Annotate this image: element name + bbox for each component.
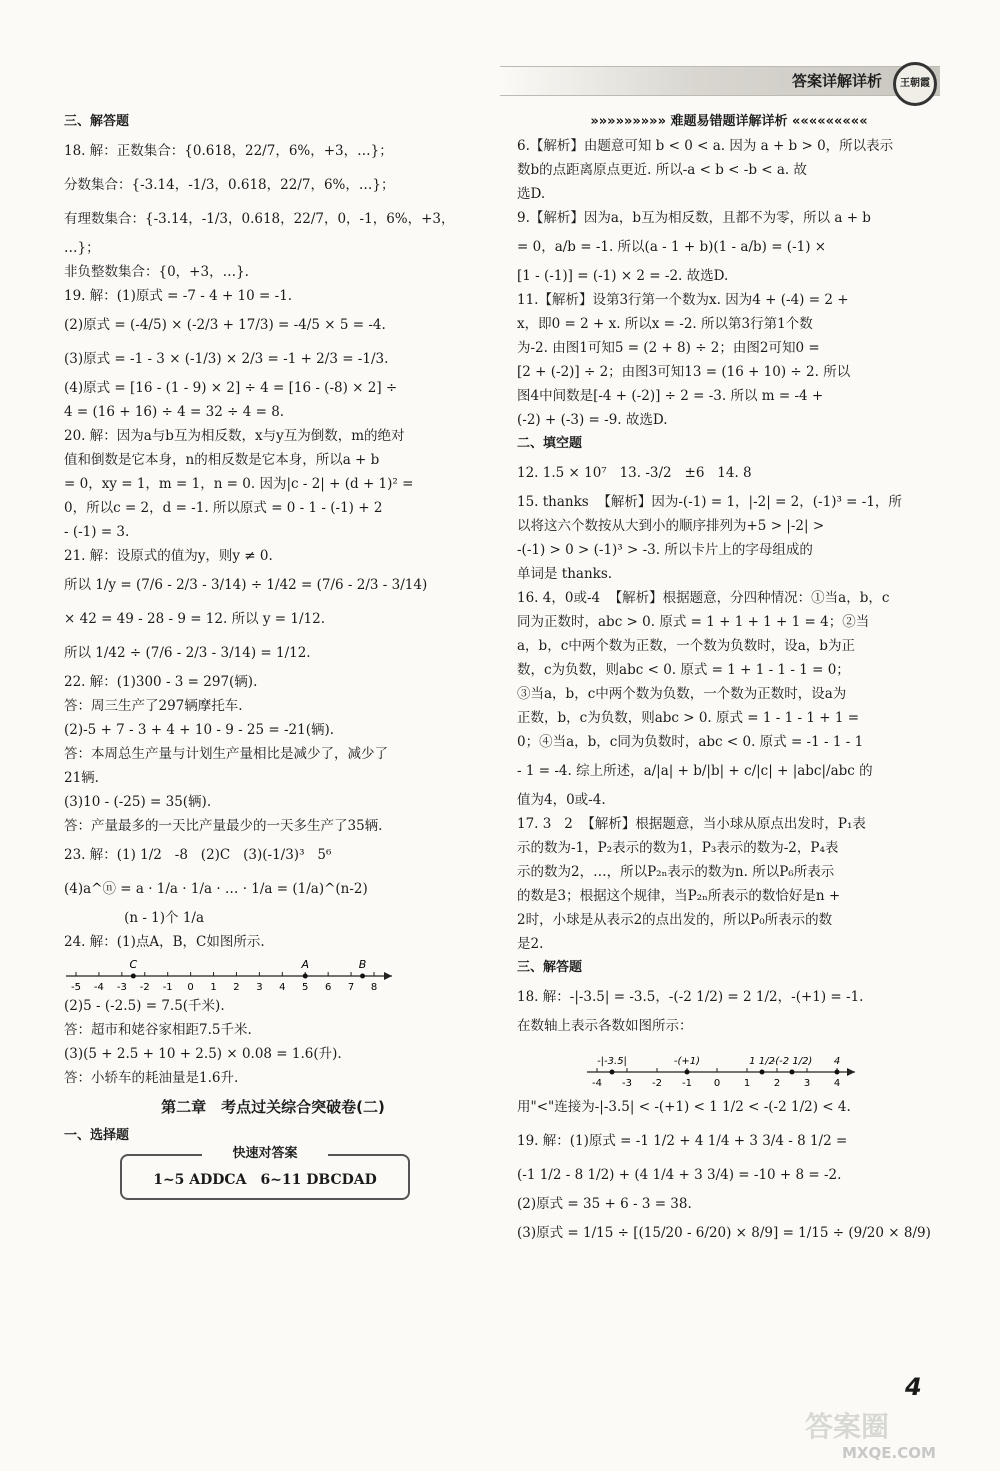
header-title: 答案详解详析 — [791, 72, 882, 90]
right-column — [517, 110, 941, 1250]
answer-line: - (-1) = 3. — [64, 524, 130, 540]
tick-label: -2 — [652, 1078, 662, 1089]
answer-line: 19. 解：(1)原式 = -7 - 4 + 10 = -1. — [64, 288, 293, 304]
page-number: 4 — [905, 1373, 922, 1401]
tick-label: 0 — [713, 1078, 721, 1089]
tick-label: -3 — [622, 1078, 632, 1089]
answer-line: 图4中间数是[-4 + (-2)] ÷ 2 = -3. 所以 m = -4 + — [517, 388, 824, 404]
point-label: A — [301, 958, 309, 971]
answer-line: 21辆. — [64, 770, 99, 786]
answer-line: 是2. — [517, 936, 544, 952]
answer-line: 单词是 thanks. — [517, 566, 613, 582]
answer-line: 在数轴上表示各数如图所示： — [517, 1018, 693, 1034]
answer-line: 数b的点距离原点更近. 所以-a < b < -b < a. 故 — [517, 162, 807, 178]
tick-label: 4 — [833, 1078, 841, 1089]
answer-line: 有理数集合：{-3.14，-1/3，0.618，22/7，0，-1，6%，+3， — [64, 211, 455, 227]
answer-line: (-2) + (-3) = -9. 故选D. — [517, 412, 668, 428]
answer-line: (3)10 - (-25) = 35(辆). — [64, 794, 212, 810]
answer-line: 选D. — [517, 186, 546, 202]
answer-line: (2)-5 + 7 - 3 + 4 + 10 - 9 - 25 = -21(辆). — [64, 722, 335, 738]
tick-label: 6 — [324, 982, 332, 993]
watermark-logo: 答案圈 — [805, 1410, 890, 1443]
publisher-logo — [893, 62, 937, 106]
answer-line: 所以 1/y = (7/6 - 2/3 - 3/14) ÷ 1/42 = (7/6 - 2/3 - 3/14) — [64, 577, 428, 593]
answer-line: (2)原式 = 35 + 6 - 3 = 38. — [517, 1196, 692, 1212]
tick-label: 3 — [256, 982, 263, 993]
chapter-title: 第二章 考点过关综合突破卷(二) — [161, 1098, 385, 1116]
section-heading: 三、解答题 — [517, 960, 583, 975]
axis-arrow — [384, 972, 392, 980]
answer-line: 以将这六个数按从大到小的顺序排列为+5 > |-2| > — [517, 518, 825, 534]
number-line-figure — [517, 1038, 941, 1090]
tick-label: 2 — [773, 1078, 781, 1089]
answer-line: - 1 = -4. 综上所述，a/|a| + b/|b| + c/|c| + |abc|/abc 的 — [517, 763, 873, 779]
answer-line: (3)原式 = -1 - 3 × (-1/3) × 2/3 = -1 + 2/3 = -1/3. — [64, 351, 389, 367]
point-marker — [303, 974, 308, 979]
left-column — [64, 110, 482, 1200]
point-marker — [835, 1070, 840, 1075]
answer-line: 23. 解：(1) 1/2 -8 (2)C (3)(-1/3)³ 5⁶ — [64, 847, 332, 863]
tick-label: -5 — [71, 982, 81, 993]
tick-label: 5 — [302, 982, 309, 993]
quick-answer-box — [120, 1146, 410, 1200]
point-label: 1 1/2 — [749, 1056, 775, 1067]
point-label: -(-2 1/2) — [771, 1056, 813, 1067]
point-label: -|-3.5| — [597, 1056, 627, 1067]
number-line-figure — [64, 954, 482, 994]
answer-line: = 0，a/b = -1. 所以(a - 1 + b)(1 - a/b) = (-1) × — [517, 239, 827, 255]
answer-line: 0，所以c = 2，d = -1. 所以原式 = 0 - 1 - (-1) + 2 — [64, 500, 383, 516]
point-marker — [790, 1070, 795, 1075]
answer-line: 分数集合：{-3.14，-1/3，0.618，22/7，6%，…}； — [64, 177, 395, 193]
tick-label: -1 — [162, 982, 173, 993]
tick-label: -4 — [592, 1078, 602, 1089]
answer-line: 2时，小球是从表示2的点出发的，所以P₀所表示的数 — [517, 912, 833, 928]
logo-text: 王朝霞 — [900, 78, 930, 89]
answer-line: 15. thanks 【解析】因为-(-1) = 1，|-2| = 2，(-1)³ = -1，所 — [517, 494, 902, 510]
answer-line: 值为4，0或-4. — [517, 792, 606, 808]
number-line-2 — [517, 1038, 857, 1090]
section-banner: »»»»»»»»» 难题易错题详解详析 ««««««««« — [590, 114, 868, 129]
section-heading: 三、解答题 — [64, 114, 130, 129]
answer-line: 24. 解：(1)点A，B，C如图所示. — [64, 934, 265, 950]
answer-line: 22. 解：(1)300 - 3 = 297(辆). — [64, 674, 258, 690]
answer-line: (2)原式 = (-4/5) × (-2/3 + 17/3) = -4/5 × 5 = -4. — [64, 317, 386, 333]
answer-line: (-1 1/2 - 8 1/2) + (4 1/4 + 3 3/4) = -10 + 8 = -2. — [517, 1167, 842, 1183]
answer-line: 用"<"连接为-|-3.5| < -(+1) < 1 1/2 < -(-2 1/2) < 4. — [517, 1099, 851, 1115]
answer-line: (2)5 - (-2.5) = 7.5(千米). — [64, 998, 225, 1014]
answer-line: 11.【解析】设第3行第一个数为x. 因为4 + (-4) = 2 + — [517, 292, 849, 308]
answer-line: [1 - (-1)] = (-1) × 2 = -2. 故选D. — [517, 268, 729, 284]
tick-label: -4 — [93, 982, 104, 993]
quick-answer-title: 快速对答案 — [202, 1144, 328, 1164]
answer-line: 21. 解：设原式的值为y，则y ≠ 0. — [64, 548, 273, 564]
tick-label: 1 — [210, 982, 217, 993]
answer-line: 答：小轿车的耗油量是1.6升. — [64, 1070, 239, 1086]
answer-line: (4)原式 = [16 - (1 - 9) × 2] ÷ 4 = [16 - (-8) × 2] ÷ — [64, 380, 398, 396]
answer-line: 非负整数集合：{0，+3，…}. — [64, 264, 249, 280]
answer-line: [2 + (-2)] ÷ 2；由图3可知13 = (16 + 10) ÷ 2. 所以 — [517, 364, 851, 380]
answer-line: 答：超市和姥谷家相距7.5千米. — [64, 1022, 252, 1038]
answer-line: = 0，xy = 1，m = 1，n = 0. 因为|c - 2| + (d + 1)² = — [64, 476, 414, 492]
answer-line: 19. 解：(1)原式 = -1 1/2 + 4 1/4 + 3 3/4 - 8 1/2 = — [517, 1133, 848, 1149]
answer-line: (3)原式 = 1/15 ÷ [(15/20 - 6/20) × 8/9] = 1/15 ÷ (9/20 × 8/9) — [517, 1225, 931, 1241]
answer-line: 正数，b，c为负数，则abc > 0. 原式 = 1 - 1 - 1 + 1 = — [517, 710, 860, 726]
point-marker — [360, 974, 365, 979]
answer-line: 所以 1/42 ÷ (7/6 - 2/3 - 3/14) = 1/12. — [64, 645, 311, 661]
point-marker — [131, 974, 136, 979]
tick-label: 4 — [279, 982, 286, 993]
answer-line: 4 = (16 + 16) ÷ 4 = 32 ÷ 4 = 8. — [64, 404, 285, 420]
answer-line: 0；④当a，b，c同为负数时，abc < 0. 原式 = -1 - 1 - 1 — [517, 734, 864, 750]
answer-line: 为-2. 由图1可知5 = (2 + 8) ÷ 2；由图2可知0 = — [517, 340, 820, 356]
answer-line: (4)a^ⓝ = a · 1/a · 1/a · … · 1/a = (1/a)^(n-2) — [64, 881, 368, 897]
answer-line: 17. 3 2 【解析】根据题意，当小球从原点出发时，P₁表 — [517, 816, 866, 832]
answer-line: 示的数为-1，P₂表示的数为1，P₃表示的数为-2，P₄表 — [517, 840, 839, 856]
tick-label: 1 — [743, 1078, 751, 1089]
answer-line: 值和倒数是它本身，n的相反数是它本身，所以a + b — [64, 452, 380, 468]
answer-line: 答：周三生产了297辆摩托车. — [64, 698, 243, 714]
answer-line: 的数是3；根据这个规律，当P₂ₙ所表示的数恰好是n + — [517, 888, 841, 904]
answer-line: ③当a，b，c中两个数为负数，一个数为正数时，设a为 — [517, 686, 847, 702]
tick-label: -3 — [116, 982, 127, 993]
point-label: 4 — [833, 1056, 841, 1067]
answer-line: 18. 解：正数集合：{0.618，22/7，6%，+3，…}； — [64, 143, 393, 159]
section-heading: 二、填空题 — [517, 436, 583, 451]
tick-label: 0 — [187, 982, 194, 993]
answer-line: 12. 1.5 × 10⁷ 13. -3/2 ±6 14. 8 — [517, 465, 752, 481]
answer-line: (n - 1)个 1/a — [64, 910, 205, 926]
point-label: C — [129, 958, 138, 971]
answer-line: 20. 解：因为a与b互为相反数，x与y互为倒数，m的绝对 — [64, 428, 405, 444]
answer-line: 同为正数时，abc > 0. 原式 = 1 + 1 + 1 + 1 = 4；②当 — [517, 614, 870, 630]
answer-line: 18. 解：-|-3.5| = -3.5，-(-2 1/2) = 2 1/2，-(+1) = -1. — [517, 989, 864, 1005]
answer-line: × 42 = 49 - 28 - 9 = 12. 所以 y = 1/12. — [64, 611, 325, 627]
answer-line: x，即0 = 2 + x. 所以x = -2. 所以第3行第1个数 — [517, 316, 813, 332]
answer-line: …}； — [64, 240, 100, 256]
point-marker — [685, 1070, 690, 1075]
axis-arrow — [847, 1068, 855, 1076]
answer-line: 9.【解析】因为a，b互为相反数，且都不为零，所以 a + b — [517, 210, 871, 226]
tick-label: 7 — [347, 982, 355, 993]
watermark-url: MXQE.COM — [842, 1444, 936, 1462]
point-marker — [760, 1070, 765, 1075]
tick-label: -2 — [139, 982, 150, 993]
answer-line: 6.【解析】由题意可知 b < 0 < a. 因为 a + b > 0，所以表示 — [517, 138, 894, 154]
tick-label: 8 — [370, 982, 378, 993]
answer-line: 示的数为2，…，所以P₂ₙ表示的数为n. 所以P₆所表示 — [517, 864, 835, 880]
answer-line: a，b，c中两个数为正数，一个数为负数时，设a，b为正 — [517, 638, 855, 654]
answer-line: 16. 4，0或-4 【解析】根据题意，分四种情况：①当a，b，c — [517, 590, 890, 606]
tick-label: 2 — [233, 982, 240, 993]
answer-line: -(-1) > 0 > (-1)³ > -3. 所以卡片上的字母组成的 — [517, 542, 813, 558]
point-label: -(+1) — [673, 1056, 701, 1067]
tick-label: -1 — [682, 1078, 692, 1089]
answer-line: 数，c为负数，则abc < 0. 原式 = 1 + 1 - 1 - 1 = 0； — [517, 662, 850, 678]
answer-line: 答：产量最多的一天比产量最少的一天多生产了35辆. — [64, 818, 383, 834]
answer-line: 答：本周总生产量与计划生产量相比是减少了，减少了 — [64, 746, 388, 762]
point-label: B — [358, 958, 367, 971]
number-line-1 — [64, 954, 404, 994]
section-heading: 一、选择题 — [64, 1128, 130, 1143]
point-marker — [610, 1070, 615, 1075]
answer-line: (3)(5 + 2.5 + 10 + 2.5) × 0.08 = 1.6(升). — [64, 1046, 342, 1062]
quick-answers: 1~5 ADDCA 6~11 DBCDAD — [153, 1172, 377, 1188]
tick-label: 3 — [803, 1078, 811, 1089]
